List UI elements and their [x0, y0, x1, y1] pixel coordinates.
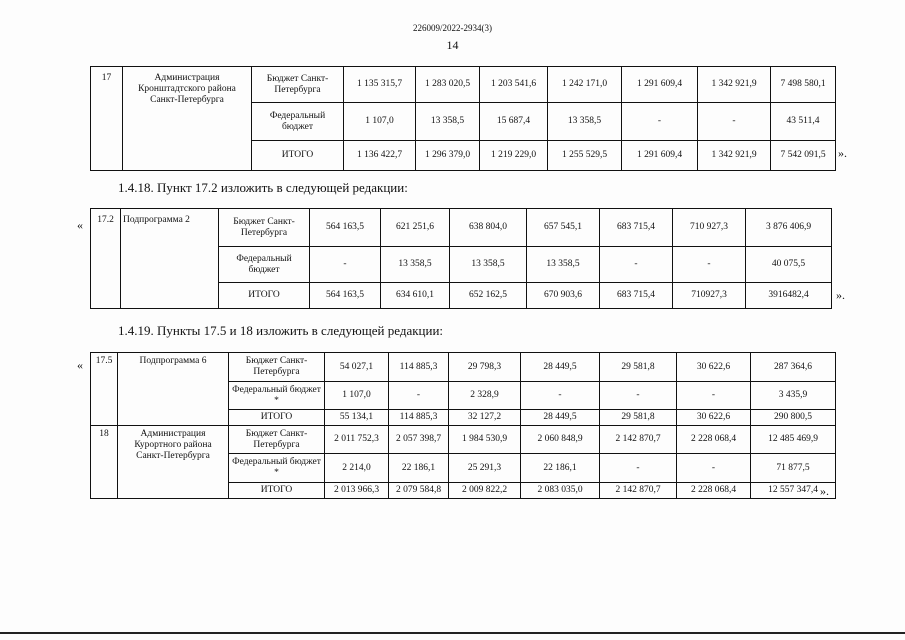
row-number: 17.5 [91, 353, 118, 426]
value-cell: 1 342 921,9 [698, 141, 771, 171]
value-cell: 638 804,0 [450, 209, 527, 247]
value-cell: 13 358,5 [527, 247, 600, 283]
value-cell: 25 291,3 [449, 454, 521, 483]
funding-source: Бюджет Санкт-Петербурга [252, 67, 344, 103]
value-cell: 2 328,9 [449, 382, 521, 410]
open-quote: « [77, 358, 83, 372]
value-cell: 29 581,8 [600, 410, 677, 426]
value-cell: 683 715,4 [600, 283, 673, 309]
row-title: Администрация Кронштадтского района Санкт-Петербурга [123, 67, 252, 171]
value-cell: 1 136 422,7 [344, 141, 416, 171]
funding-source: Бюджет Санкт-Петербурга [229, 426, 325, 454]
value-cell: 114 885,3 [389, 353, 449, 382]
value-cell: 13 358,5 [450, 247, 527, 283]
value-cell: 1 135 315,7 [344, 67, 416, 103]
value-cell: 114 885,3 [389, 410, 449, 426]
table-subprogram-2 [90, 208, 832, 309]
value-cell: 13 358,5 [548, 103, 622, 141]
value-cell: 2 142 870,7 [600, 426, 677, 454]
row-title: Подпрограмма 6 [118, 353, 229, 426]
close-quote: ». [838, 146, 847, 160]
close-quote: ». [820, 484, 829, 498]
value-cell: - [677, 454, 751, 483]
value-cell: 1 107,0 [344, 103, 416, 141]
value-cell: 564 163,5 [310, 209, 381, 247]
value-cell: 30 622,6 [677, 353, 751, 382]
funding-source: Федеральный бюджет [219, 247, 310, 283]
value-cell: - [698, 103, 771, 141]
total-cell: 3916482,4 [746, 283, 832, 309]
value-cell: 564 163,5 [310, 283, 381, 309]
value-cell: - [600, 247, 673, 283]
value-cell: 22 186,1 [389, 454, 449, 483]
value-cell: 1 984 530,9 [449, 426, 521, 454]
total-cell: 287 364,6 [751, 353, 836, 382]
funding-source: ИТОГО [229, 483, 325, 499]
value-cell: 29 798,3 [449, 353, 521, 382]
value-cell: 28 449,5 [521, 410, 600, 426]
page-number: 14 [446, 38, 459, 52]
table-row [91, 209, 832, 247]
value-cell: 1 291 609,4 [622, 141, 698, 171]
value-cell: 1 203 541,6 [480, 67, 548, 103]
value-cell: 22 186,1 [521, 454, 600, 483]
value-cell: 683 715,4 [600, 209, 673, 247]
section-heading: 1.4.18. Пункт 17.2 изложить в следующей редакции: [118, 180, 408, 195]
value-cell: 710 927,3 [673, 209, 746, 247]
funding-source: Федеральный бюджет [252, 103, 344, 141]
value-cell: 1 283 020,5 [416, 67, 480, 103]
value-cell: 1 219 229,0 [480, 141, 548, 171]
value-cell: 1 107,0 [325, 382, 389, 410]
value-cell: 2 142 870,7 [600, 483, 677, 499]
funding-source: ИТОГО [219, 283, 310, 309]
value-cell: - [600, 382, 677, 410]
value-cell: 30 622,6 [677, 410, 751, 426]
funding-source: Бюджет Санкт-Петербурга [219, 209, 310, 247]
value-cell: 2 013 966,3 [325, 483, 389, 499]
funding-source: Федеральный бюджет * [229, 382, 325, 410]
table-row [91, 67, 836, 103]
table-row [91, 353, 836, 382]
value-cell: 1 255 529,5 [548, 141, 622, 171]
total-cell: 7 542 091,5 [771, 141, 836, 171]
value-cell: 2 214,0 [325, 454, 389, 483]
page-bottom-edge [0, 632, 905, 634]
section-heading: 1.4.19. Пункты 17.5 и 18 изложить в следующей редакции: [118, 323, 444, 338]
value-cell: 28 449,5 [521, 353, 600, 382]
value-cell: - [310, 247, 381, 283]
funding-source: ИТОГО [229, 410, 325, 426]
close-quote: ». [836, 288, 845, 302]
value-cell: - [521, 382, 600, 410]
value-cell: 1 291 609,4 [622, 67, 698, 103]
table-row [91, 426, 836, 454]
value-cell: 2 011 752,3 [325, 426, 389, 454]
document-number: 226009/2022-2934(3) [413, 23, 492, 33]
total-cell: 40 075,5 [746, 247, 832, 283]
funding-source: Бюджет Санкт-Петербурга [229, 353, 325, 382]
total-cell: 290 800,5 [751, 410, 836, 426]
value-cell: 2 057 398,7 [389, 426, 449, 454]
row-title: Администрация Курортного района Санкт-Петербурга [118, 426, 229, 499]
value-cell: 32 127,2 [449, 410, 521, 426]
value-cell: 2 228 068,4 [677, 483, 751, 499]
total-cell: 12 557 347,4 [751, 483, 836, 499]
value-cell: 2 079 584,8 [389, 483, 449, 499]
value-cell: 710927,3 [673, 283, 746, 309]
table-subprogram-6-and-kurortny [90, 352, 836, 499]
total-cell: 43 511,4 [771, 103, 836, 141]
total-cell: 71 877,5 [751, 454, 836, 483]
row-number: 18 [91, 426, 118, 499]
total-cell: 3 876 406,9 [746, 209, 832, 247]
value-cell: 621 251,6 [381, 209, 450, 247]
row-number: 17 [91, 67, 123, 171]
row-title: Подпрограмма 2 [121, 209, 219, 309]
value-cell: - [677, 382, 751, 410]
value-cell: 13 358,5 [381, 247, 450, 283]
value-cell: 1 242 171,0 [548, 67, 622, 103]
total-cell: 3 435,9 [751, 382, 836, 410]
value-cell: 13 358,5 [416, 103, 480, 141]
value-cell: - [600, 454, 677, 483]
total-cell: 12 485 469,9 [751, 426, 836, 454]
total-cell: 7 498 580,1 [771, 67, 836, 103]
value-cell: 2 228 068,4 [677, 426, 751, 454]
value-cell: 634 610,1 [381, 283, 450, 309]
value-cell: 2 083 035,0 [521, 483, 600, 499]
value-cell: 670 903,6 [527, 283, 600, 309]
value-cell: - [673, 247, 746, 283]
row-number: 17.2 [91, 209, 121, 309]
value-cell: 657 545,1 [527, 209, 600, 247]
value-cell: 652 162,5 [450, 283, 527, 309]
table-kronstadt [90, 66, 836, 171]
value-cell: 1 342 921,9 [698, 67, 771, 103]
value-cell: 54 027,1 [325, 353, 389, 382]
value-cell: 29 581,8 [600, 353, 677, 382]
value-cell: 2 060 848,9 [521, 426, 600, 454]
value-cell: 15 687,4 [480, 103, 548, 141]
value-cell: - [389, 382, 449, 410]
value-cell: 1 296 379,0 [416, 141, 480, 171]
open-quote: « [77, 218, 83, 232]
funding-source: Федеральный бюджет * [229, 454, 325, 483]
value-cell: 2 009 822,2 [449, 483, 521, 499]
value-cell: 55 134,1 [325, 410, 389, 426]
value-cell: - [622, 103, 698, 141]
funding-source: ИТОГО [252, 141, 344, 171]
